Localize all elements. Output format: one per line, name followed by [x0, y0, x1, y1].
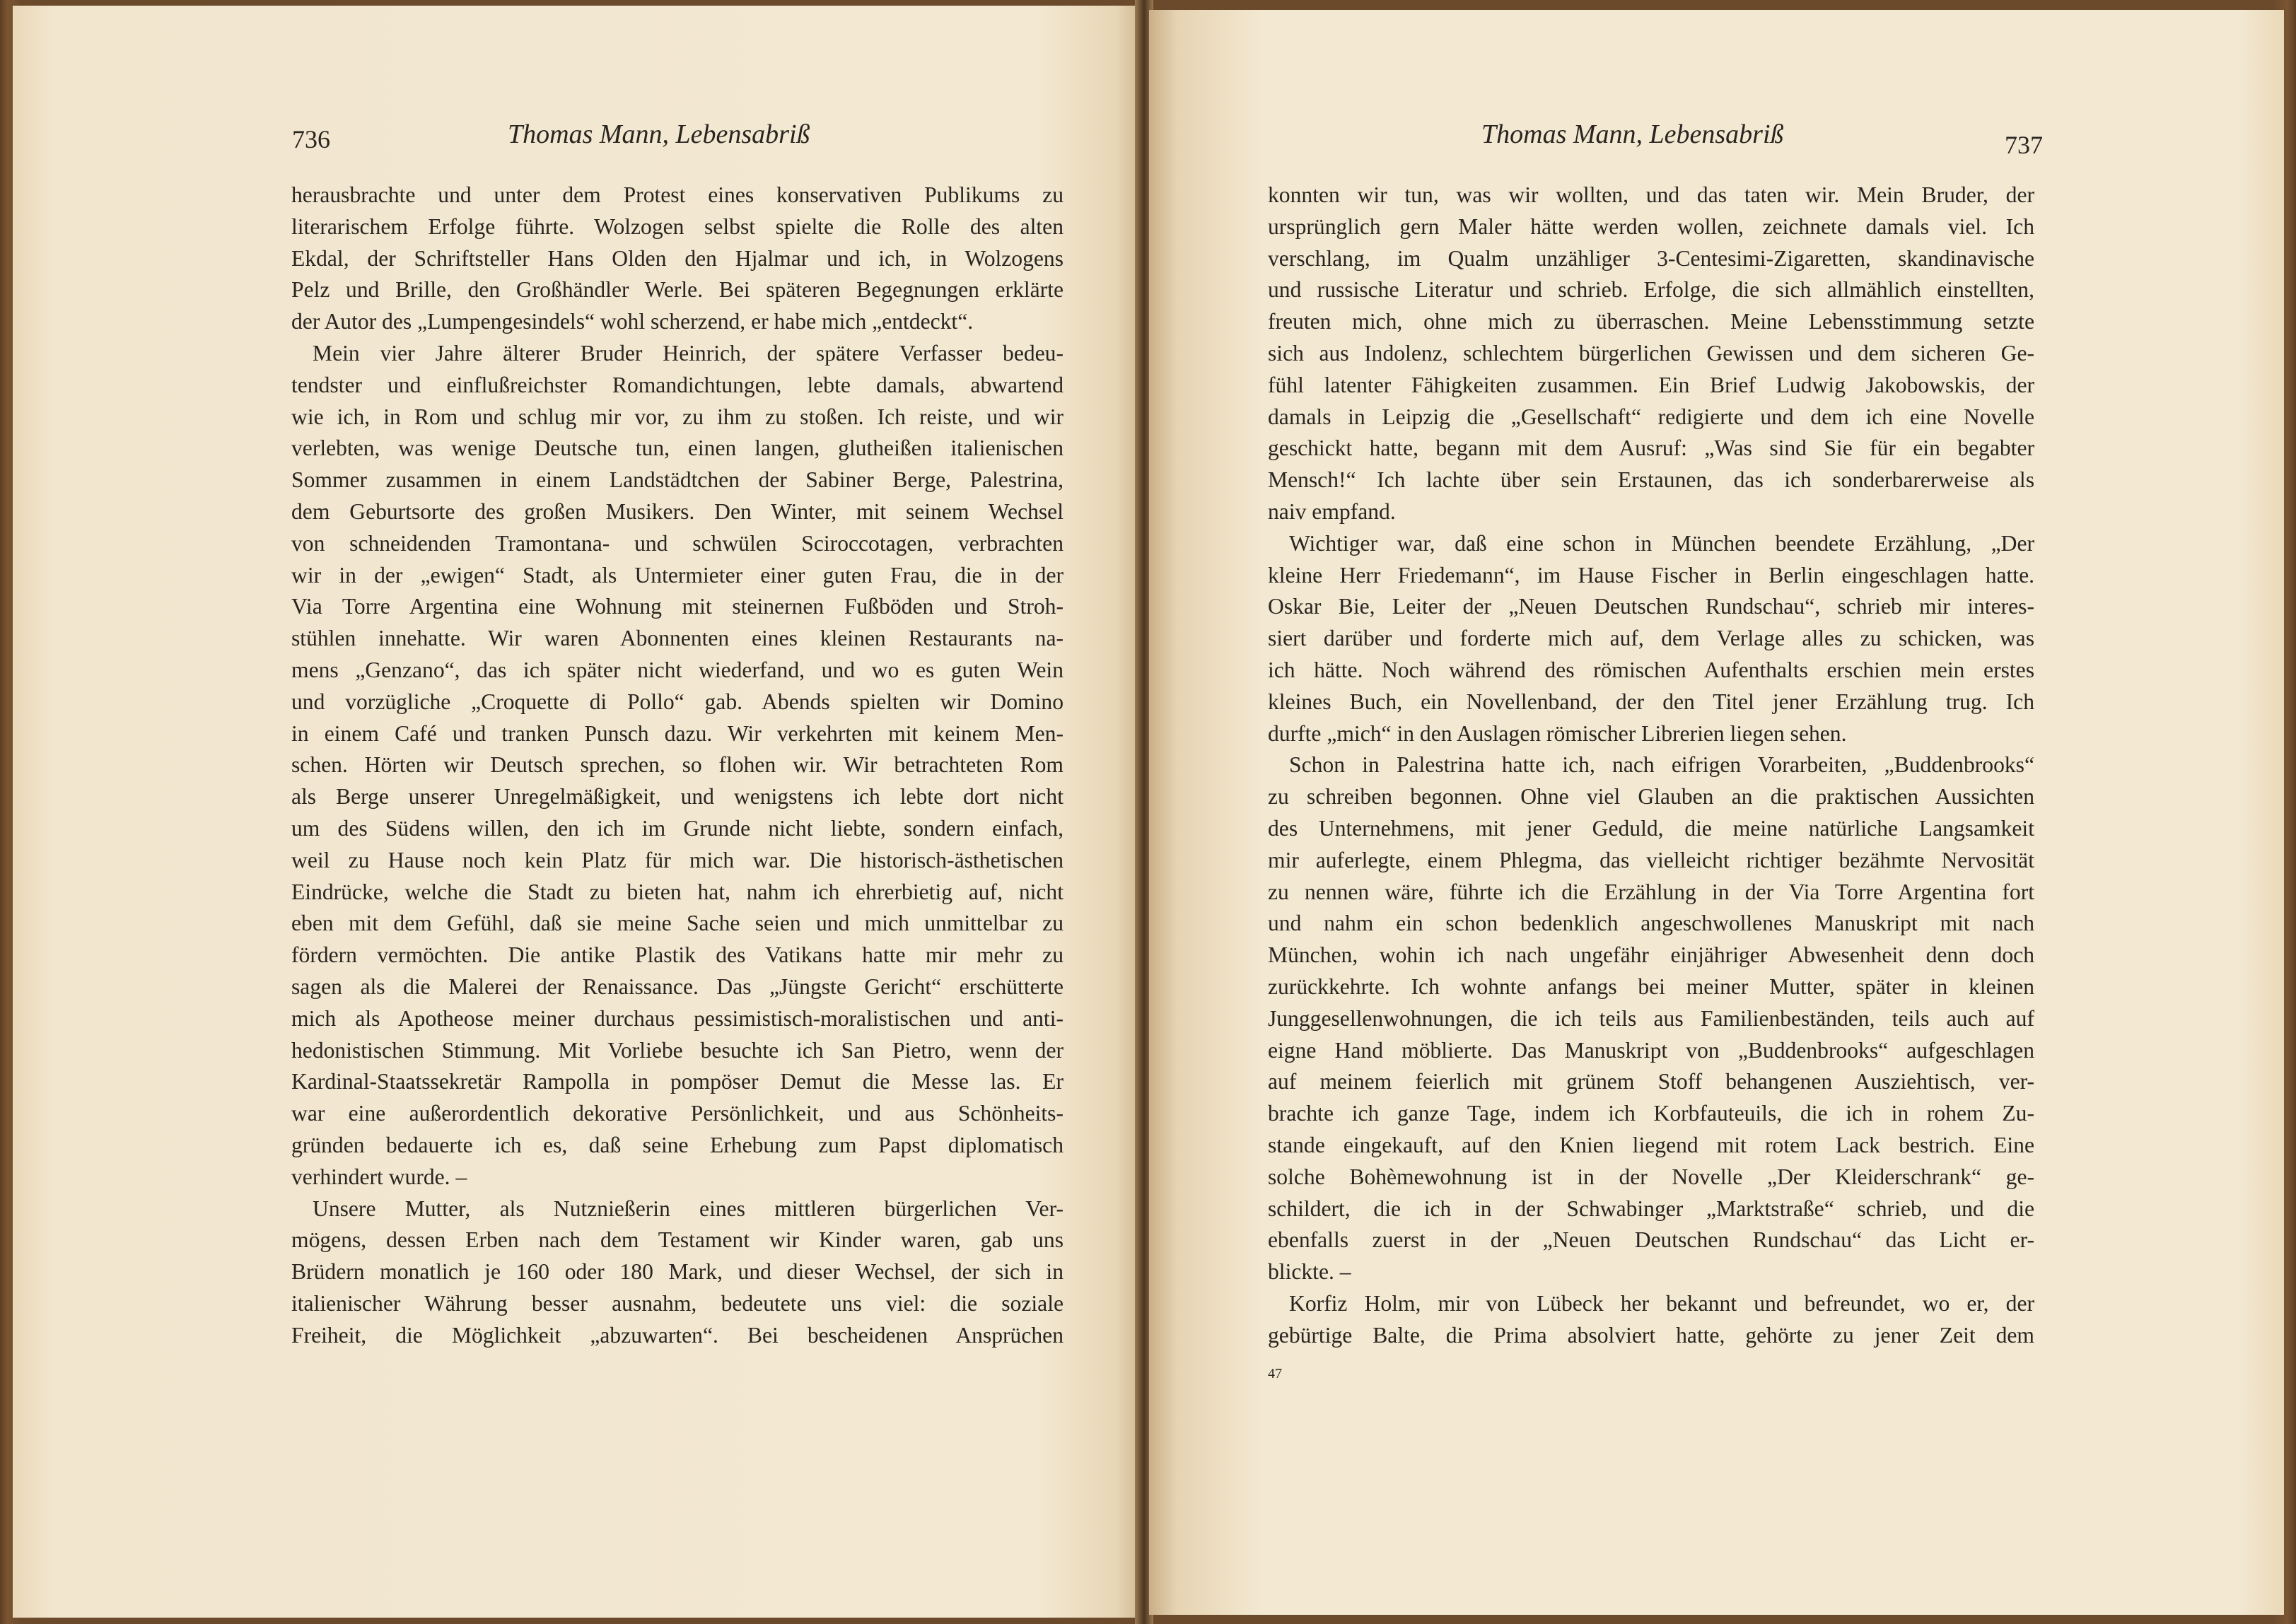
right-page [1149, 10, 2284, 1615]
text-line: als Berge unserer Unregelmäßigkeit, und wenigstens ich lebte dort nicht [291, 784, 1063, 810]
text-line: geschickt hatte, begann mit dem Ausruf: „Was sind Sie für ein begabter [1268, 436, 2034, 461]
text-line: mir auferlegte, einem Phlegma, das vielleicht richtiger bezähmte Nervosität [1268, 847, 2034, 872]
text-line: ursprünglich gern Maler hätte werden wollen, zeichnete damals viel. Ich [1268, 214, 2034, 239]
text-line: fördern vermöchten. Die antike Plastik des Vatikans hatte mir mehr zu [291, 942, 1063, 968]
text-line: Schon in Palestrina hatte ich, nach eifrigen Vorarbeiten, „Buddenbrooks“ [1289, 752, 2034, 778]
text-line: ich hätte. Noch während des römischen Aufenthalts erschien mein erstes [1268, 657, 2034, 682]
text-line: freuten mich, ohne mich zu überraschen. Meine Lebensstimmung setzte [1268, 309, 2034, 334]
text-line: Oskar Bie, Leiter der „Neuen Deutschen Rundschau“, schrieb mir interes- [1268, 594, 2034, 619]
text-line: wir in der „ewigen“ Stadt, als Untermieter einer guten Frau, die in der [291, 562, 1063, 588]
text-line: stande eingekauft, auf den Knien liegend mit rotem Lack bestrich. Eine [1268, 1132, 2034, 1157]
text-line: Freiheit, die Möglichkeit „abzuwarten“. Bei bescheidenen Ansprüchen [291, 1322, 1063, 1348]
body-text-left [291, 180, 1063, 1351]
text-line: der Autor des „Lumpengesindels“ wohl scherzend, er habe mich „entdeckt“. [291, 309, 974, 334]
text-line: zurückkehrte. Ich wohnte anfangs bei meiner Mutter, später in kleinen [1268, 974, 2034, 999]
text-line: fühl latenter Fähigkeiten zusammen. Ein Brief Ludwig Jakobowskis, der [1268, 372, 2034, 397]
text-line: Mensch!“ Ich lachte über sein Erstaunen, das ich sonderbarerweise als [1268, 467, 2034, 493]
text-line: schen. Hörten wir Deutsch sprechen, so flohen wir. Wir betrachteten Rom [291, 752, 1063, 778]
text-line: weil zu Hause noch kein Platz für mich war. Die historisch-ästhetischen [291, 847, 1063, 872]
text-line: dem Geburtsorte des großen Musikers. Den Winter, mit seinem Wechsel [291, 498, 1063, 524]
text-line: München, wohin ich nach ungefähr einjähriger Abwesenheit denn doch [1268, 942, 2034, 968]
text-line: verhindert wurde. – [291, 1164, 467, 1189]
text-line: verschlang, im Qualm unzähliger 3-Centesimi-Zigaretten, skandinavische [1268, 245, 2034, 271]
text-line: durfte „mich“ in den Auslagen römischer Librerien liegen sehen. [1268, 720, 1847, 746]
running-title-right: Thomas Mann, Lebensabriß [1481, 119, 1784, 149]
text-line: tendster und einflußreichster Romandichtungen, lebte damals, abwartend [291, 372, 1063, 397]
text-line: Pelz und Brille, den Großhändler Werle. Bei späteren Begegnungen erklärte [291, 277, 1063, 303]
text-line: schildert, die ich in der Schwabinger „Marktstraße“ schrieb, und die [1268, 1196, 2034, 1221]
text-line: Sommer zusammen in einem Landstädtchen der Sabiner Berge, Palestrina, [291, 467, 1063, 493]
text-line: eben mit dem Gefühl, daß sie meine Sache seien und mich unmittelbar zu [291, 911, 1063, 936]
text-line: und russische Literatur und schrieb. Erfolge, die sich allmählich einstellten, [1268, 277, 2034, 303]
text-line: von schneidenden Tramontana- und schwülen Sciroccotagen, verbrachten [291, 530, 1063, 556]
text-line: damals in Leipzig die „Gesellschaft“ redigierte und dem ich eine Novelle [1268, 404, 2034, 429]
text-line: Kardinal-Staatssekretär Rampolla in pompöser Demut die Messe las. Er [291, 1069, 1063, 1094]
text-line: siert darüber und forderte mich auf, dem Verlage alles zu schicken, was [1268, 626, 2034, 651]
text-line: gebürtige Balte, die Prima absolviert hatte, gehörte zu jener Zeit dem [1268, 1322, 2034, 1348]
text-line: kleines Buch, ein Novellenband, der den Titel jener Erzählung trug. Ich [1268, 689, 2034, 714]
text-line: und vorzügliche „Croquette di Pollo“ gab. Abends spielten wir Domino [291, 689, 1063, 714]
text-line: Junggesellenwohnungen, die ich teils aus Familienbeständen, teils auch auf [1268, 1005, 2034, 1031]
text-line: um des Südens willen, den ich im Grunde nicht liebte, sondern einfach, [291, 815, 1063, 841]
text-line: Via Torre Argentina eine Wohnung mit steinernen Fußböden und Stroh- [291, 594, 1063, 619]
text-line: sagen als die Malerei der Renaissance. Das „Jüngste Gericht“ erschütterte [291, 974, 1063, 999]
text-line: wie ich, in Rom und schlug mir vor, zu ihm zu stoßen. Ich reiste, und wir [291, 404, 1063, 429]
text-line: italienischer Währung besser ausnahm, bedeutete uns viel: die soziale [291, 1290, 1063, 1316]
text-line: auf meinem feierlich mit grünem Stoff behangenen Ausziehtisch, ver- [1268, 1069, 2034, 1094]
text-line: mögens, dessen Erben nach dem Testament wir Kinder waren, gab uns [291, 1227, 1063, 1253]
page-number-left: 736 [292, 125, 330, 153]
text-line: war eine außerordentlich dekorative Persönlichkeit, und aus Schönheits- [291, 1101, 1063, 1126]
left-page [13, 6, 1144, 1618]
text-line: und nahm ein schon bedenklich angeschwollenes Manuskript mit nach [1268, 911, 2034, 936]
text-line: hedonistischen Stimmung. Mit Vorliebe besuchte ich San Pietro, wenn der [291, 1037, 1063, 1063]
page-number-right: 737 [2005, 131, 2043, 159]
text-line: zu schreiben begonnen. Ohne viel Glauben an die praktischen Aussichten [1268, 784, 2034, 810]
text-line: Unsere Mutter, als Nutznießerin eines mittleren bürgerlichen Ver- [313, 1196, 1063, 1221]
text-line: sich aus Indolenz, schlechtem bürgerlichen Gewissen und dem sicheren Ge- [1268, 340, 2034, 366]
text-line: in einem Café und tranken Punsch dazu. Wir verkehrten mit keinem Men- [291, 720, 1063, 746]
text-line: Korfiz Holm, mir von Lübeck her bekannt und befreundet, wo er, der [1289, 1290, 2034, 1316]
text-line: Eindrücke, welche die Stadt zu bieten hat, nahm ich ehrerbietig auf, nicht [291, 879, 1063, 904]
running-title-left: Thomas Mann, Lebensabriß [508, 119, 810, 149]
text-line: gründen bedauerte ich es, daß seine Erhebung zum Papst diplomatisch [291, 1132, 1063, 1157]
text-line: kleine Herr Friedemann“, im Hause Fischer in Berlin eingeschlagen hatte. [1268, 562, 2034, 588]
text-line: literarischem Erfolge führte. Wolzogen selbst spielte die Rolle des alten [291, 214, 1063, 239]
text-line: Ekdal, der Schriftsteller Hans Olden den Hjalmar und ich, in Wolzogens [291, 245, 1063, 271]
body-text-right [1268, 180, 2034, 1351]
text-line: konnten wir tun, was wir wollten, und das taten wir. Mein Bruder, der [1268, 182, 2034, 207]
text-line: Mein vier Jahre älterer Bruder Heinrich, der spätere Verfasser bedeu- [313, 340, 1063, 366]
text-line: blickte. – [1268, 1259, 1351, 1285]
text-line: des Unternehmens, mit jener Geduld, die meine natürliche Langsamkeit [1268, 815, 2034, 841]
text-line: eigne Hand möblierte. Das Manuskript von „Buddenbrooks“ aufgeschlagen [1268, 1037, 2034, 1063]
text-line: naiv empfand. [1268, 498, 1396, 524]
text-line: verlebten, was wenige Deutsche tun, einen langen, glutheißen italienischen [291, 436, 1063, 461]
text-line: mich als Apotheose meiner durchaus pessimistisch-moralistischen und anti- [291, 1005, 1063, 1031]
text-line: Brüdern monatlich je 160 oder 180 Mark, und dieser Wechsel, der sich in [291, 1259, 1063, 1285]
text-line: zu nennen wäre, führte ich die Erzählung in der Via Torre Argentina fort [1268, 879, 2034, 904]
text-line: mens „Genzano“, das ich später nicht wiederfand, und wo es guten Wein [291, 657, 1063, 682]
text-line: stühlen innehatte. Wir waren Abonnenten eines kleinen Restaurants na- [291, 626, 1063, 651]
text-line: ebenfalls zuerst in der „Neuen Deutschen Rundschau“ das Licht er- [1268, 1227, 2034, 1253]
text-line: Wichtiger war, daß eine schon in München beendete Erzählung, „Der [1289, 530, 2034, 556]
text-line: solche Bohèmewohnung ist in der Novelle „Der Kleiderschrank“ ge- [1268, 1164, 2034, 1189]
text-line: brachte ich ganze Tage, indem ich Korbfauteuils, die ich in rohem Zu- [1268, 1101, 2034, 1126]
printer-signature-mark: 47 [1268, 1366, 1282, 1381]
text-line: herausbrachte und unter dem Protest eines konservativen Publikums zu [291, 182, 1063, 207]
